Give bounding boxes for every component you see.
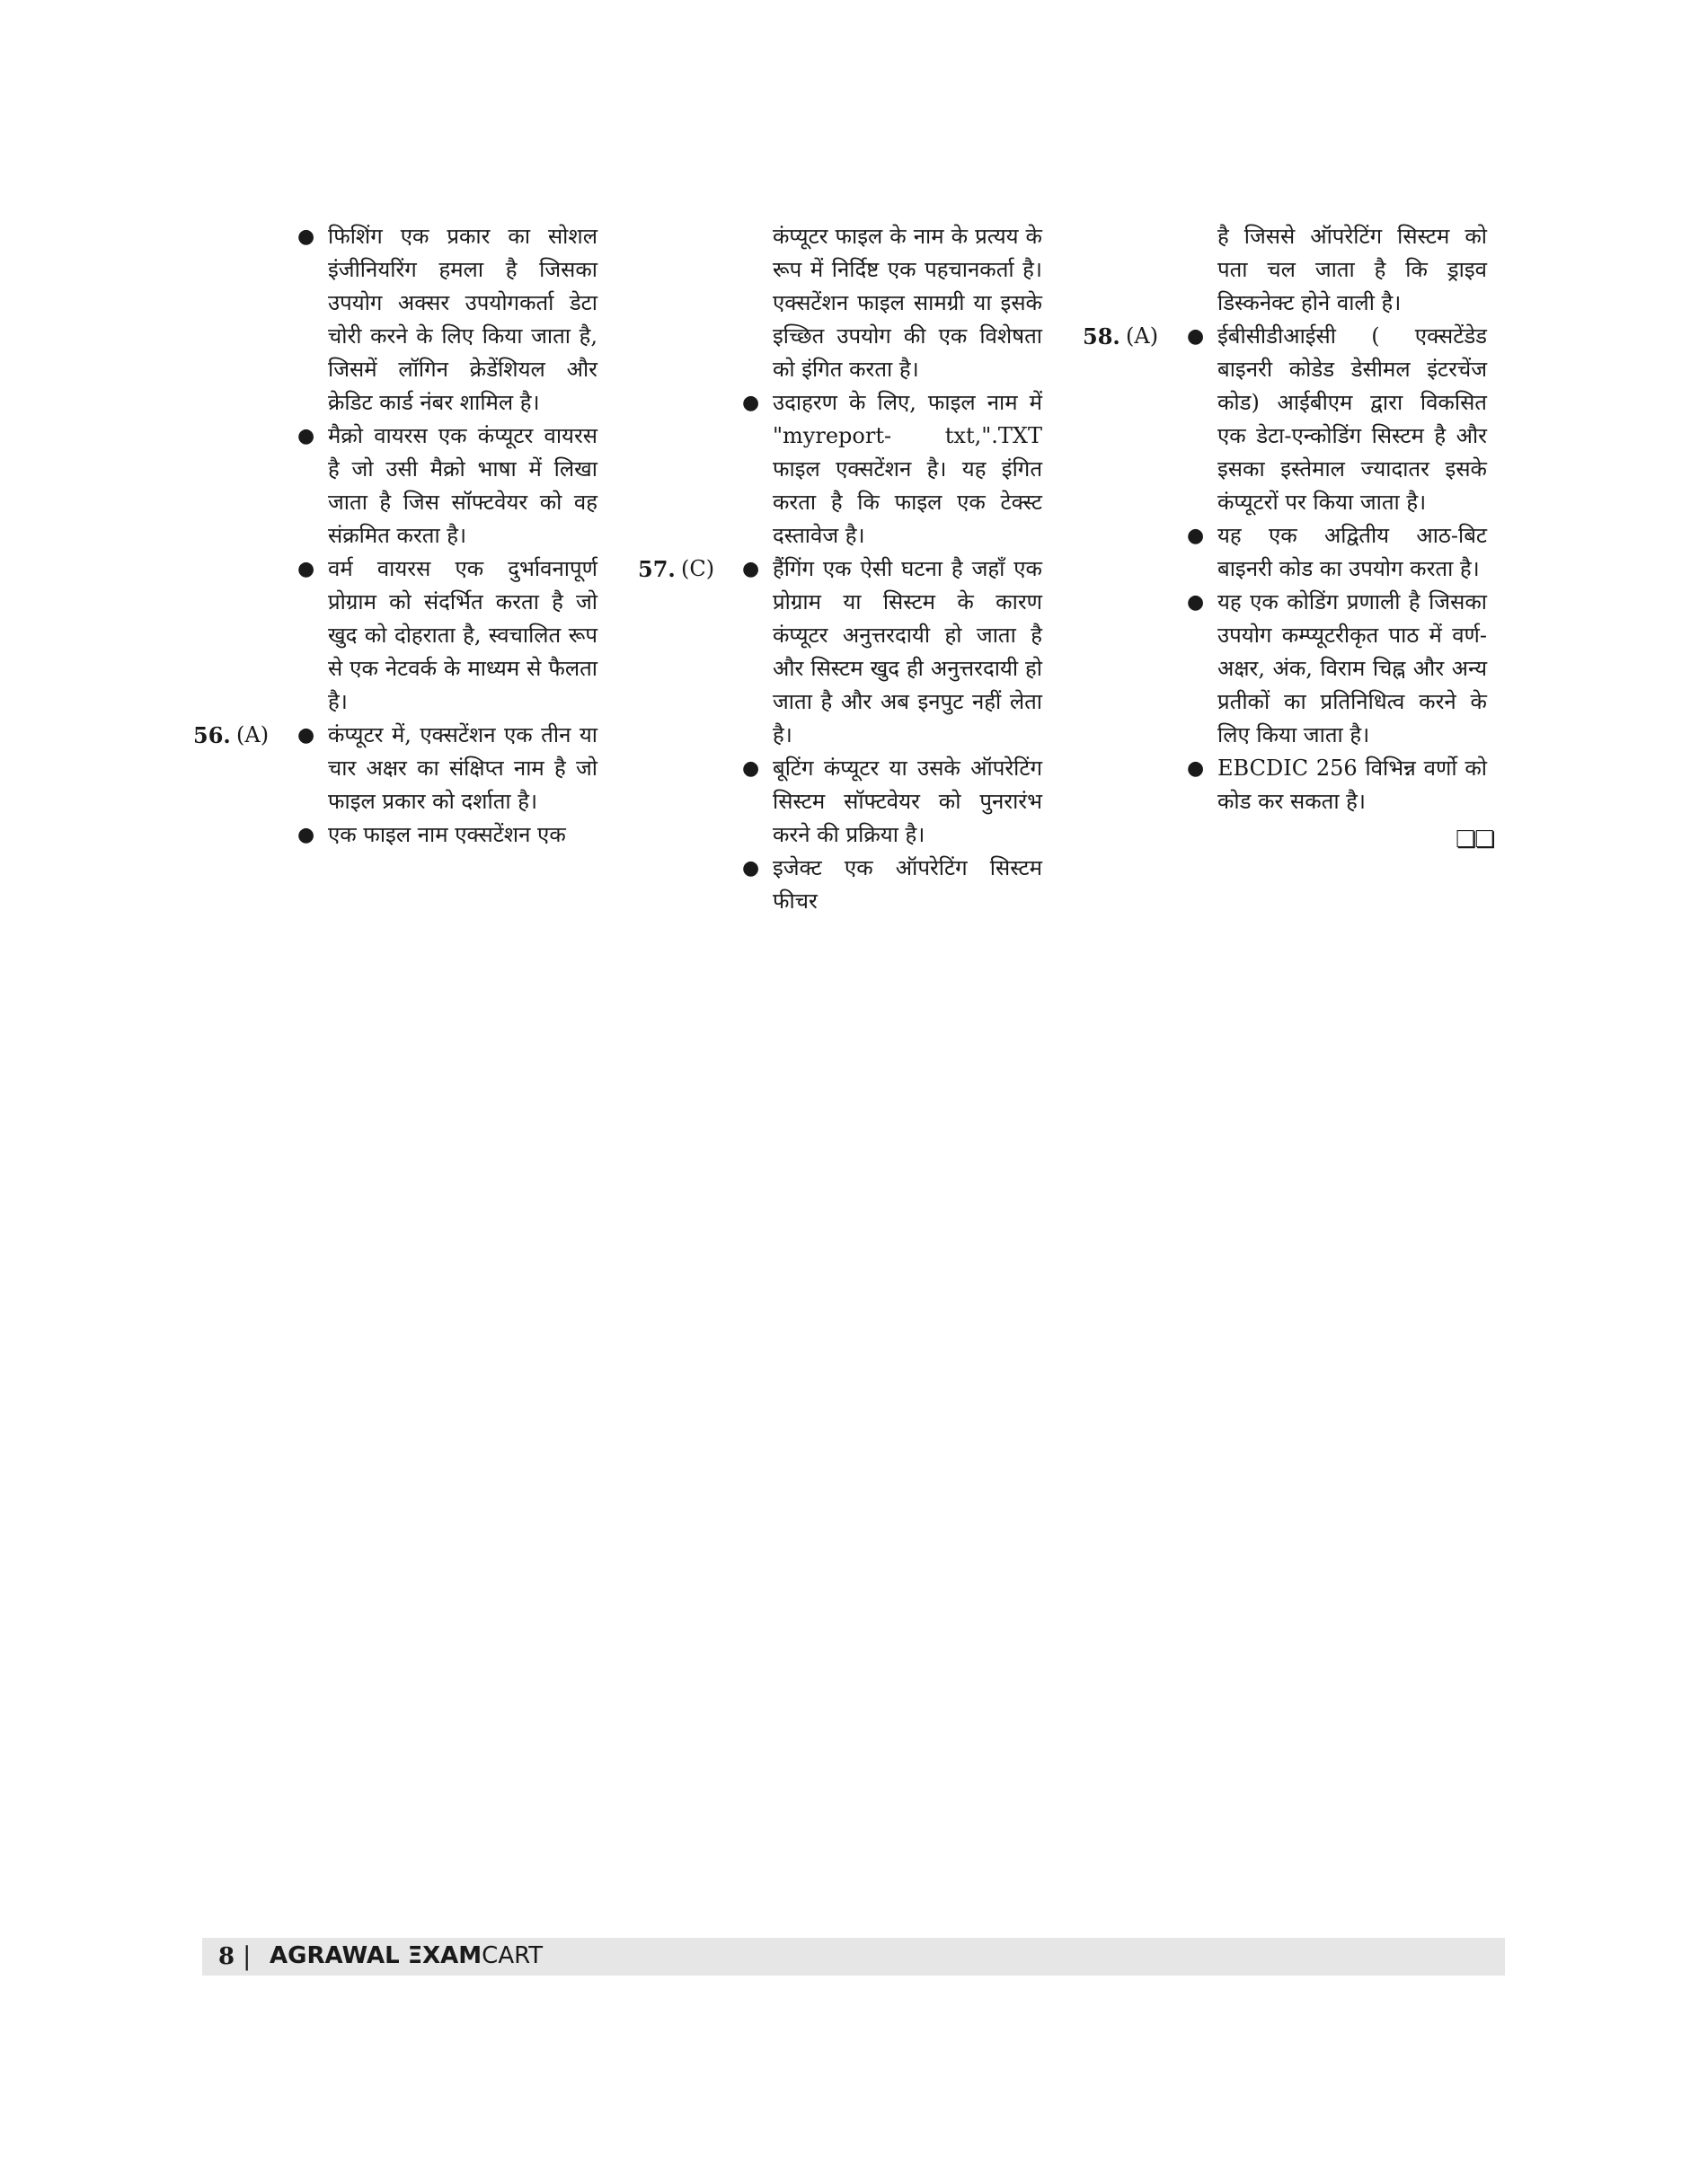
answer-item [193, 553, 597, 719]
answer-item [193, 220, 597, 420]
question-number: 57. [638, 556, 676, 582]
answer-item [193, 719, 597, 818]
answer-text: है जिससे ऑपरेटिंग सिस्टम को पता चल जाता है कि ड्राइव डिस्कनेक्ट होने वाली है। [1217, 224, 1487, 315]
answer-text: यह एक कोडिंग प्रणाली है जिसका उपयोग कम्प्यूटरीकृत पाठ में वर्ण-अक्षर, अंक, विराम चिह्न और अन्य प्रतीकों का प्रतिनिधित्व करने के लिए किया जाता है। [1217, 589, 1487, 747]
answer-item [1083, 220, 1487, 320]
footer-separator: | [243, 1941, 252, 1971]
answer-text: हैंगिंग एक ऐसी घटना है जहाँ एक प्रोग्राम या सिस्टम के कारण कंप्यूटर अनुत्तरदायी हो जाता है और सिस्टम खुद ही अनुत्तरदायी हो जाता है और अब इनपुट नहीं लेता है। [773, 556, 1042, 747]
page-footer [202, 1938, 1505, 1976]
answer-text: कंप्यूटर फाइल के नाम के प्रत्यय के रूप में निर्दिष्ट एक पहचानकर्ता है। एक्सटेंशन फाइल सामग्री या इसके इच्छित उपयोग की एक विशेषता को इंगित करता है। [773, 224, 1042, 382]
bullet-icon: ● [297, 558, 315, 580]
brand-logo-regular: CART [482, 1942, 544, 1969]
answer-text: फिशिंग एक प्रकार का सोशल इंजीनियरिंग हमला है जिसका उपयोग अक्सर उपयोगकर्ता डेटा चोरी करने के लिए किया जाता है, जिसमें लॉगिन क्रेडेंशियल और क्रेडिट कार्ड नंबर शामिल है। [328, 224, 597, 415]
end-of-section-mark: ❏❏ [1456, 827, 1494, 853]
bullet-icon: ● [1187, 757, 1205, 780]
question-number: 58. [1083, 323, 1120, 349]
answer-item [638, 220, 1042, 386]
column-1 [193, 220, 597, 852]
bullet-icon: ● [742, 392, 760, 414]
column-2 [638, 220, 1042, 918]
bullet-icon: ● [742, 558, 760, 580]
bullet-icon: ● [297, 824, 315, 846]
answer-item [638, 752, 1042, 852]
answer-item [1083, 519, 1487, 586]
column-3 [1083, 220, 1487, 818]
answer-text: ईबीसीडीआईसी ( एक्सटेंडेड बाइनरी कोडेड डेसीमल इंटरचेंज कोड) आईबीएम द्वारा विकसित एक डेटा-एन्कोडिंग सिस्टम है और इसका इस्तेमाल ज्यादातर इसके कंप्यूटरों पर किया जाता है। [1217, 323, 1487, 515]
answer-option: (A) [236, 722, 270, 747]
answer-text: एक फाइल नाम एक्सटेंशन एक [328, 822, 566, 847]
answer-item [1083, 752, 1487, 818]
answer-text: वर्म वायरस एक दुर्भावनापूर्ण प्रोग्राम को संदर्भित करता है जो खुद को दोहराता है, स्वचालित रूप से एक नेटवर्क के माध्यम से फैलता है। [328, 556, 597, 714]
answer-option: (C) [681, 556, 715, 581]
bullet-icon: ● [297, 724, 315, 747]
brand-logo-bold: AGRAWAL ΞXAM [270, 1942, 482, 1969]
answer-item [1083, 586, 1487, 752]
question-number: 56. [193, 722, 231, 748]
answer-text: EBCDIC 256 विभिन्न वर्णो को कोड कर सकता है। [1217, 756, 1487, 814]
bullet-icon: ● [742, 857, 760, 880]
bullet-icon: ● [1187, 591, 1205, 614]
bullet-icon: ● [297, 425, 315, 447]
bullet-icon: ● [1187, 525, 1205, 547]
page-number: 8 [218, 1943, 235, 1970]
brand-logo [270, 1942, 543, 1969]
bullet-icon: ● [742, 757, 760, 780]
answer-text: मैक्रो वायरस एक कंप्यूटर वायरस है जो उसी मैक्रो भाषा में लिखा जाता है जिस सॉफ्टवेयर को वह संक्रमित करता है। [328, 423, 597, 548]
bullet-icon: ● [297, 225, 315, 248]
answer-item [1083, 320, 1487, 519]
bullet-icon: ● [1187, 325, 1205, 348]
answer-text: कंप्यूटर में, एक्सटेंशन एक तीन या चार अक्षर का संक्षिप्त नाम है जो फाइल प्रकार को दर्शाता है। [328, 722, 597, 814]
answer-item [193, 818, 597, 852]
answer-item [193, 420, 597, 553]
answer-item [638, 852, 1042, 918]
answer-text: बूटिंग कंप्यूटर या उसके ऑपरेटिंग सिस्टम सॉफ्टवेयर को पुनरारंभ करने की प्रक्रिया है। [773, 756, 1042, 847]
answer-text: इजेक्ट एक ऑपरेटिंग सिस्टम फीचर [773, 855, 1042, 914]
answer-item [638, 553, 1042, 752]
answer-text: यह एक अद्वितीय आठ-बिट बाइनरी कोड का उपयोग करता है। [1217, 523, 1487, 581]
answer-text: उदाहरण के लिए, फाइल नाम में "myreport- txt,".TXT फाइल एक्सटेंशन है। यह इंगित करता है कि फाइल एक टेक्स्ट दस्तावेज है। [773, 390, 1042, 548]
answer-option: (A) [1126, 323, 1159, 349]
answer-item [638, 386, 1042, 553]
